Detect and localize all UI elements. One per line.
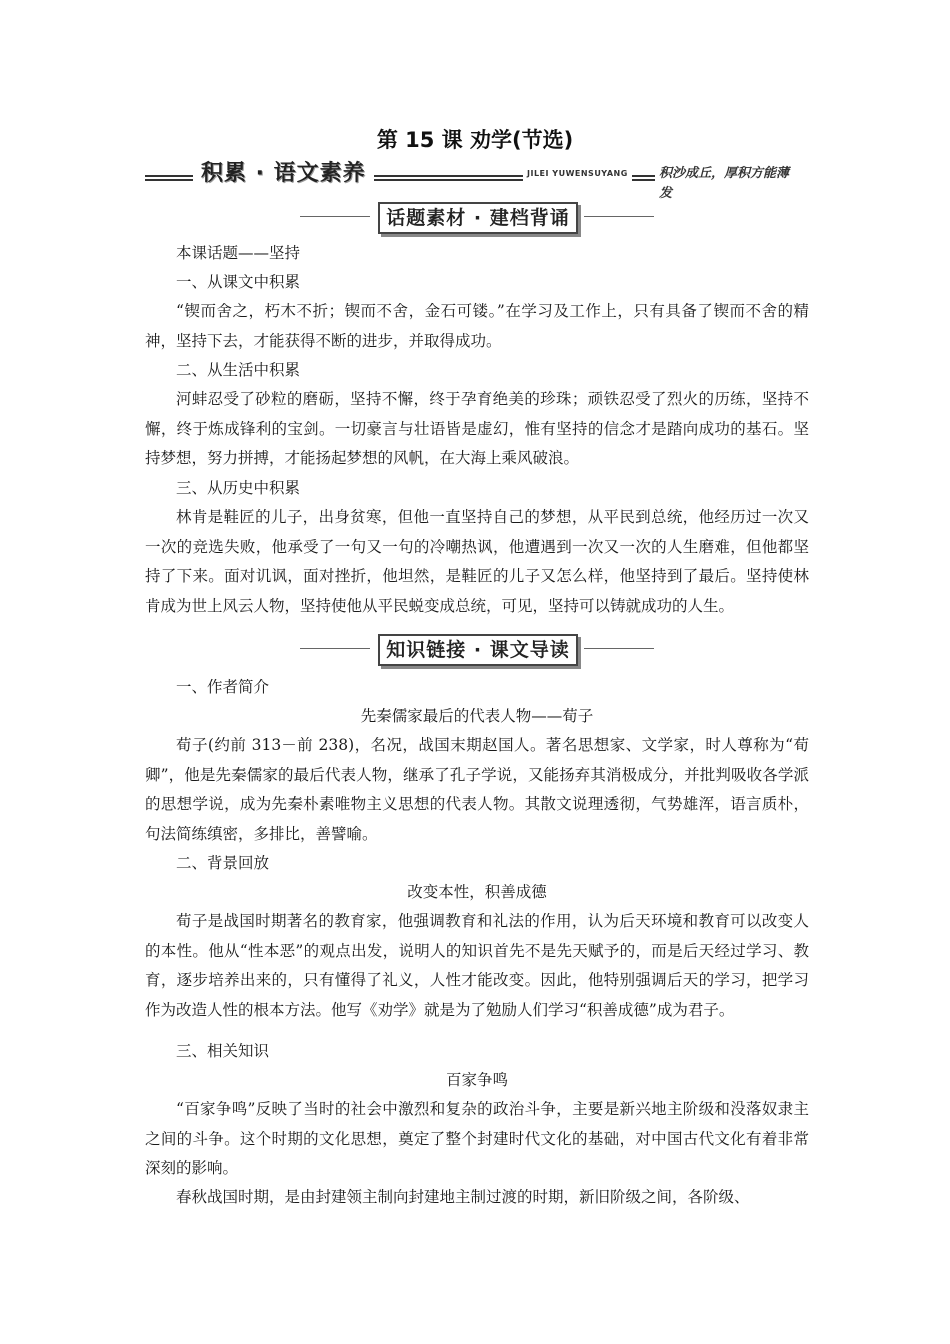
section-header-topic-material <box>0 200 950 234</box>
header-line-left <box>300 216 370 217</box>
subtitle-background: 改变本性，积善成德 <box>407 883 547 901</box>
banner-pinyin: JILEI YUWENSUYANG <box>523 167 632 181</box>
header-line-right <box>584 648 654 649</box>
banner-slogan: 积沙成丘，厚积方能薄发 <box>655 164 805 204</box>
paragraph-from-life: 河蚌忍受了砂粒的磨砺，坚持不懈，终于孕育绝美的珍珠；顽铁忍受了烈火的历练，坚持不懈，终于炼成锋利的宝剑。一切豪言与壮语皆是虚幻，惟有坚持的信念才是踏向成功的基石。坚持梦想，努力拼搏，才能扬起梦想的风帆，在大海上乘风破浪。 <box>145 390 809 467</box>
accumulation-banner <box>145 158 805 201</box>
paragraph-related-continued: 春秋战国时期，是由封建领主制向封建地主制过渡的时期，新旧阶级之间，各阶级、 <box>176 1188 750 1206</box>
paragraph-author: 荀子(约前 313－前 238)，名况，战国末期赵国人。著名思想家、文学家，时人尊称为“荀卿”，他是先秦儒家的最后代表人物，继承了孔子学说，又能扬弃其消极成分，并批判吸收各学派的思想学说，成为先秦朴素唯物主义思想的代表人物。其散文说理透彻，气势雄浑，语言质朴，句法简练缜密，多排比，善譬喻。 <box>145 736 809 843</box>
topic-line: 本课话题——坚持 <box>176 244 301 262</box>
heading-from-life: 二、从生活中积累 <box>176 361 301 379</box>
heading-from-history: 三、从历史中积累 <box>176 479 301 497</box>
subtitle-related: 百家争鸣 <box>445 1071 508 1089</box>
paragraph-from-history: 林肯是鞋匠的儿子，出身贫寒，但他一直坚持自己的梦想，从平民到总统，他经历过一次又一次的竞选失败，他承受了一句又一句的冷嘲热讽，他遭遇到一次又一次的人生磨难，但他都坚持了下来。面对讥讽，面对挫折，他坦然，是鞋匠的儿子又怎么样，他坚持到了最后。坚持使林肯成为世上风云人物，坚持使他从平民蜕变成总统，可见，坚持可以铸就成功的人生。 <box>145 508 809 615</box>
section-header-text: 话题素材 · 建档背诵 <box>386 207 570 229</box>
lesson-title: 第 15 课 劝学(节选) <box>376 128 574 152</box>
heading-author: 一、作者简介 <box>176 678 270 696</box>
heading-related: 三、相关知识 <box>176 1042 270 1060</box>
section-header-knowledge-link <box>0 632 950 666</box>
subtitle-author: 先秦儒家最后的代表人物——荀子 <box>360 707 594 725</box>
paragraph-related: “百家争鸣”反映了当时的社会中激烈和复杂的政治斗争，主要是新兴地主阶级和没落奴隶主之间的斗争。这个时期的文化思想，奠定了整个封建时代文化的基础，对中国古代文化有着非常深刻的影响。 <box>145 1100 809 1177</box>
section-header-text: 知识链接 · 课文导读 <box>386 639 570 661</box>
header-line-right <box>584 216 654 217</box>
heading-from-text: 一、从课文中积累 <box>176 273 301 291</box>
heading-background: 二、背景回放 <box>176 854 270 872</box>
paragraph-background: 荀子是战国时期著名的教育家，他强调教育和礼法的作用，认为后天环境和教育可以改变人的本性。他从“性本恶”的观点出发，说明人的知识首先不是先天赋予的，而是后天经过学习、教育，逐步培养出来的，只有懂得了礼义，人性才能改变。因此，他特别强调后天的学习，把学习作为改造人性的根本方法。他写《劝学》就是为了勉励人们学习“积善成德”成为君子。 <box>145 912 809 1019</box>
paragraph-from-text: “锲而舍之，朽木不折；锲而不舍，金石可镂。”在学习及工作上，只有具备了锲而不舍的精神，坚持下去，才能获得不断的进步，并取得成功。 <box>145 302 809 350</box>
header-line-left <box>300 648 370 649</box>
banner-title: 积累 · 语文素养 <box>193 158 374 190</box>
